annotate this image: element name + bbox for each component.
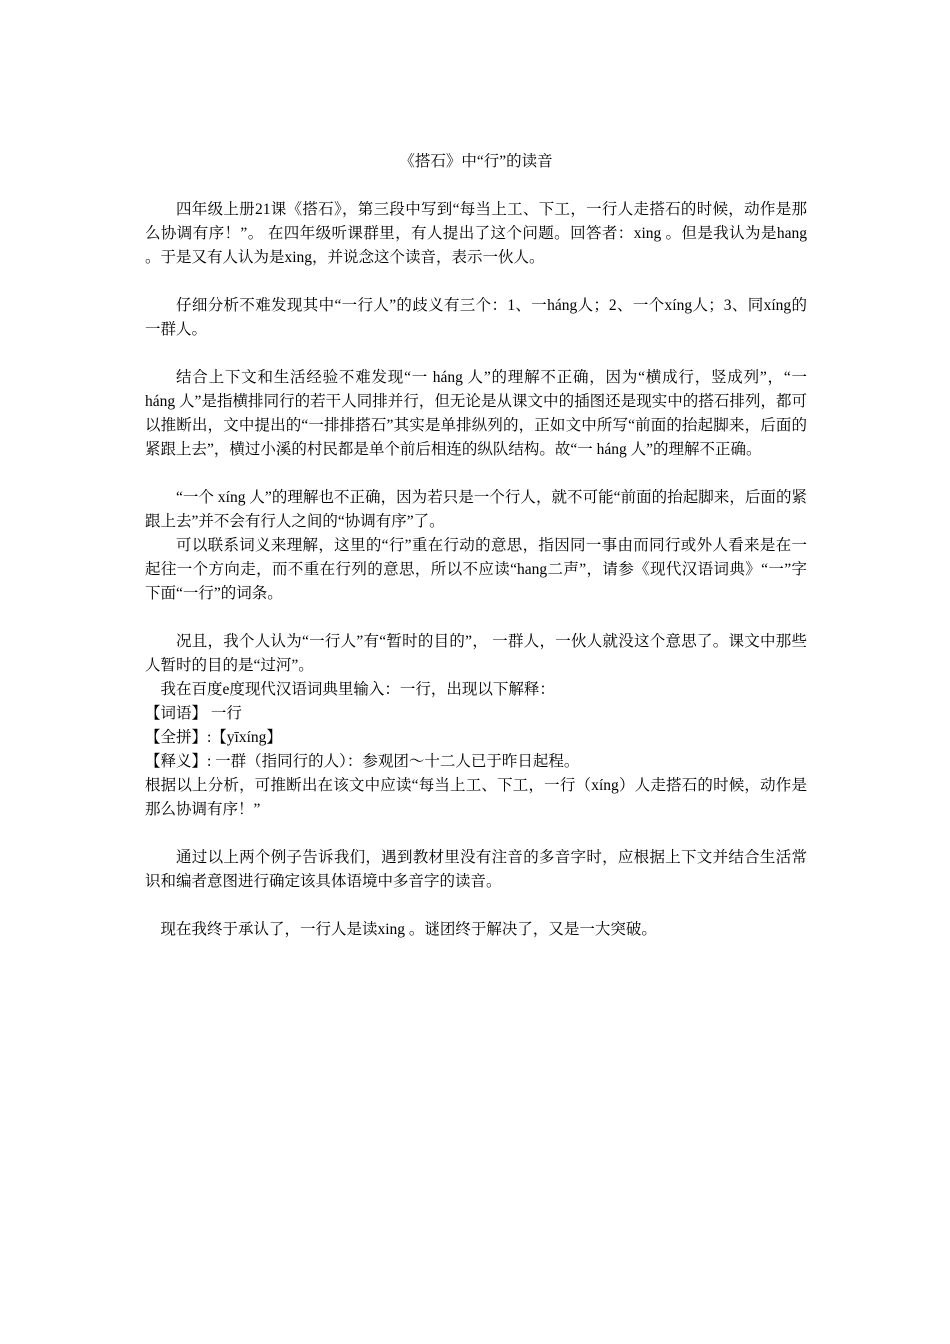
dictionary-word: 【词语】 一行 bbox=[145, 705, 242, 722]
paragraph-final: 现在我终于承认了，一行人是读xing 。谜团终于解决了，又是一大突破。 bbox=[160, 921, 657, 938]
paragraph-intro: 四年级上册21课《搭石》，第三段中写到“每当上工、下工，一行人走搭石的时候，动作是那么协调有序！”。 在四年级听课群里，有人提出了这个问题。回答者：xing 。但是我认为是hang 。于是又有人认为是xing，并说念这个读音，表示一伙人。 bbox=[145, 201, 807, 266]
dictionary-pinyin: 【全拼】:【yīxíng】 bbox=[145, 729, 282, 746]
paragraph-ambiguity: 仔细分析不难发现其中“一行人”的歧义有三个：1、一háng人；2、一个xíng人；3、同xíng的一群人。 bbox=[145, 297, 807, 338]
paragraph-summary: 通过以上两个例子告诉我们，遇到教材里没有注音的多音字时，应根据上下文并结合生活常识和编者意图进行确定该具体语境中多音字的读音。 bbox=[145, 849, 807, 890]
paragraph-dictionary-lookup: 我在百度e度现代汉语词典里输入：一行，出现以下解释： bbox=[160, 681, 555, 698]
document-title: 《搭石》中“行”的读音 bbox=[399, 153, 553, 170]
paragraph-hang-analysis: 结合上下文和生活经验不难发现“一 háng 人”的理解不正确，因为“横成行，竖成列”，“一 háng 人”是指横排同行的若干人同排并行，但无论是从课文中的插图还是现实中的搭石排列，都可以推断出，文中提出的“一排排搭石”其实是单排纵列的，正如文中所写“前面的抬起脚来，后面的紧跟上去”，横过小溪的村民都是单个前后相连的纵队结构。故“一 háng 人”的理解不正确。 bbox=[145, 369, 807, 458]
dictionary-definition: 【释义】: 一群（指同行的人）：参观团～十二人已于昨日起程。 bbox=[145, 753, 580, 770]
paragraph-xing-person: “一个 xíng 人”的理解也不正确，因为若只是一个行人，就不可能“前面的抬起脚来，后面的紧跟上去”并不会有行人之间的“协调有序”了。 bbox=[145, 489, 807, 530]
document-page bbox=[145, 150, 807, 942]
paragraph-conclusion-reading: 根据以上分析，可推断出在该文中应读“每当上工、下工，一行（xíng）人走搭石的时候，动作是那么协调有序！” bbox=[145, 777, 807, 818]
paragraph-word-meaning: 可以联系词义来理解，这里的“行”重在行动的意思，指因同一事由而同行或外人看来是在一起往一个方向走，而不重在行列的意思，所以不应读“hang二声”，请参《现代汉语词典》“一”字下面“一行”的词条。 bbox=[145, 537, 807, 602]
paragraph-temporary-purpose: 况且，我个人认为“一行人”有“暂时的目的”， 一群人，一伙人就没这个意思了。课文中那些人暂时的目的是“过河”。 bbox=[145, 633, 807, 674]
